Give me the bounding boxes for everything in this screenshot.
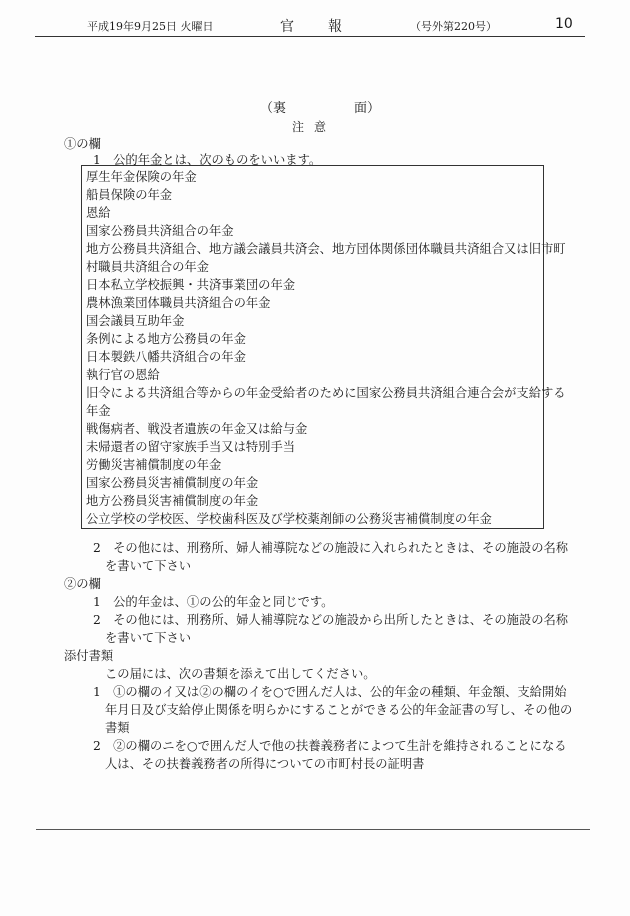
attachments-heading: 添付書類 (64, 649, 114, 663)
header-title-kan: 官 (280, 19, 294, 35)
list-item: 恩給 (86, 206, 111, 220)
page-number: 10 (555, 16, 573, 32)
section1-heading: ①の欄 (64, 137, 101, 151)
section1-item1: 1 公的年金とは、次のものをいいます。 (93, 153, 322, 167)
list-item: 日本私立学校振興・共済事業団の年金 (86, 278, 296, 292)
header-issue: （号外第220号） (410, 20, 497, 33)
list-item: 条例による地方公務員の年金 (86, 332, 246, 346)
title-right: 面） (353, 101, 380, 116)
list-item: 未帰還者の留守家族手当又は特別手当 (86, 440, 296, 454)
doc-title (260, 97, 380, 116)
list-item: 年金 (86, 404, 111, 418)
list-item: 地方公務員災害補償制度の年金 (86, 494, 259, 508)
list-item: 船員保険の年金 (86, 188, 173, 202)
section1-item2-line1: 2 その他には、刑務所、婦人補導院などの施設に入れられたときは、その施設の名称 (93, 541, 569, 555)
list-item: 村職員共済組合の年金 (86, 260, 209, 274)
section2-item1: 1 公的年金は、①の公的年金と同じです。 (93, 595, 334, 609)
list-item: 国会議員互助年金 (86, 314, 185, 328)
list-item: 公立学校の学校医、学校歯科医及び学校薬剤師の公務災害補償制度の年金 (86, 512, 492, 526)
list-item: 厚生年金保険の年金 (86, 170, 197, 184)
list-item: 地方公務員共済組合、地方議会議員共済会、地方団体関係団体職員共済組合又は旧市町 (86, 242, 566, 256)
list-item: 国家公務員共済組合の年金 (86, 224, 234, 238)
attachments-item1-line3: 書類 (105, 721, 130, 735)
attachments-intro: この届には、次の書類を添えて出してください。 (105, 667, 376, 681)
attachments-item2-line1: 2 ②の欄のニを○で囲んだ人で他の扶養義務者によつて生計を維持されることになる (93, 739, 567, 753)
list-item: 国家公務員災害補償制度の年金 (86, 476, 259, 490)
attachments-item1-line1: 1 ①の欄のイ又は②の欄のイを○で囲んだ人は、公的年金の種類、年金額、支給開始 (93, 685, 567, 699)
list-item: 戦傷病者、戦没者遺族の年金又は給与金 (86, 422, 308, 436)
list-item: 労働災害補償制度の年金 (86, 458, 222, 472)
attachments-item1-line2: 年月日及び支給停止関係を明らかにすることができる公的年金証書の写し、その他の (105, 703, 573, 717)
list-item: 農林漁業団体職員共済組合の年金 (86, 296, 271, 310)
attachments-item2-line2: 人は、その扶養義務者の所得についての市町村長の証明書 (105, 757, 425, 771)
list-item: 執行官の恩給 (86, 368, 160, 382)
section1-item2-line2: を書いて下さい (105, 559, 192, 573)
list-item: 旧令による共済組合等からの年金受給者のために国家公務員共済組合連合会が支給する (86, 386, 566, 400)
section2-item2-line1: 2 その他には、刑務所、婦人補導院などの施設から出所したときは、その施設の名称 (93, 613, 569, 627)
footer-rule (36, 829, 590, 830)
header-title-po: 報 (328, 19, 342, 35)
page-header (35, 14, 585, 37)
header-date: 平成19年9月25日 火曜日 (87, 20, 214, 33)
section2-heading: ②の欄 (64, 577, 101, 591)
doc-subtitle: 注意 (292, 120, 337, 134)
title-left: （裏 (260, 101, 287, 116)
list-item: 日本製鉄八幡共済組合の年金 (86, 350, 246, 364)
section2-item2-line2: を書いて下さい (105, 631, 192, 645)
pension-list-box (81, 165, 566, 529)
